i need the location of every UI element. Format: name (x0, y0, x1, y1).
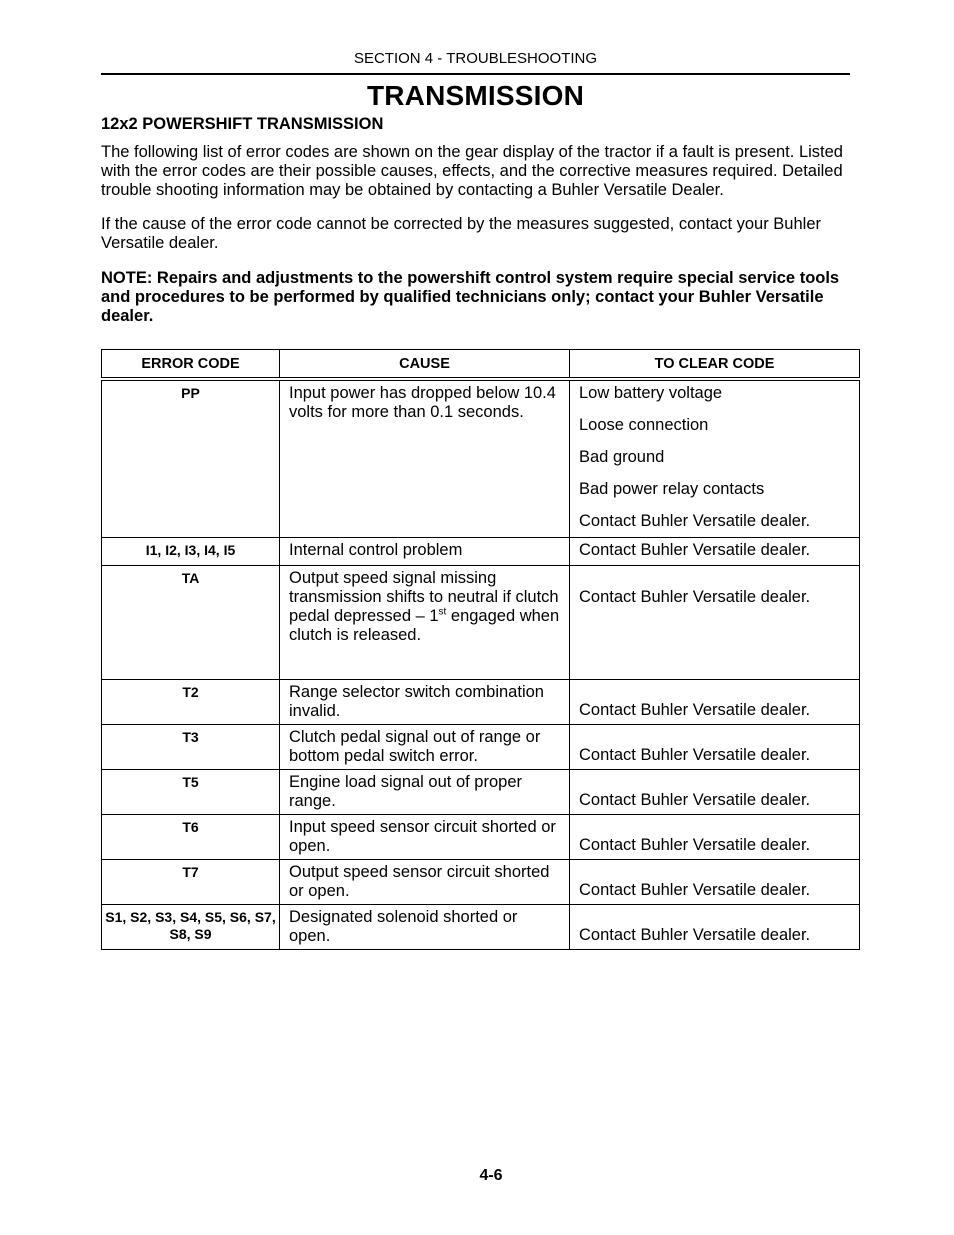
error-code-table (101, 349, 860, 950)
error-code-cell: I1, I2, I3, I4, I5 (102, 537, 280, 565)
clear-item: Bad power relay contacts (579, 480, 765, 498)
error-code-cell: T7 (102, 859, 280, 904)
header-to-clear-code: TO CLEAR CODE (570, 350, 860, 380)
clear-cell (570, 379, 860, 537)
table-row (102, 724, 860, 769)
clear-item: Loose connection (579, 416, 709, 434)
contact-paragraph: If the cause of the error code cannot be corrected by the measures suggested, contact your Buhler Versatile dealer. (101, 215, 821, 252)
cause-cell: Output speed sensor circuit shorted or open. (280, 859, 570, 904)
cause-cell: Input power has dropped below 10.4 volts for more than 0.1 seconds. (280, 379, 570, 537)
ordinal-superscript: st (438, 606, 447, 617)
cause-cell: Designated solenoid shorted or open. (280, 904, 570, 949)
cause-cell (280, 565, 570, 679)
table-row (102, 565, 860, 679)
clear-cell: Contact Buhler Versatile dealer. (570, 859, 860, 904)
cause-text: Output speed signal missing transmission shifts to neutral if clutch pedal depressed – 1 (289, 568, 559, 625)
table-row (102, 769, 860, 814)
page-title: TRANSMISSION (366, 80, 585, 111)
cause-cell: Internal control problem (280, 537, 570, 565)
page-number: 4-6 (479, 1167, 503, 1184)
table-row (102, 859, 860, 904)
error-code-cell: S1, S2, S3, S4, S5, S6, S7, S8, S9 (102, 904, 280, 949)
table-row (102, 679, 860, 724)
intro-paragraph: The following list of error codes are shown on the gear display of the tractor if a fault is present. Listed with the error codes are their possible causes, effects, and the corrective measures required. Detailed trouble shooting information may be obtained by contacting a Buhler Versatile Dealer. (101, 143, 843, 199)
subsection-title: 12x2 POWERSHIFT TRANSMISSION (101, 115, 384, 133)
cause-cell: Input speed sensor circuit shorted or open. (280, 814, 570, 859)
clear-item: Low battery voltage (579, 384, 723, 402)
table-row (102, 379, 860, 537)
error-code-cell: T3 (102, 724, 280, 769)
error-code-cell: T6 (102, 814, 280, 859)
clear-cell: Contact Buhler Versatile dealer. (570, 537, 860, 565)
header-cause: CAUSE (280, 350, 570, 380)
table-row (102, 904, 860, 949)
note-paragraph: NOTE: Repairs and adjustments to the powershift control system require special service tools and procedures to be performed by qualified technicians only; contact your Buhler Versatile dealer. (101, 269, 840, 325)
header-rule (101, 73, 850, 75)
clear-cell: Contact Buhler Versatile dealer. (570, 679, 860, 724)
clear-item: Bad ground (579, 448, 665, 466)
clear-item: Contact Buhler Versatile dealer. (579, 512, 811, 530)
cause-text-continued: engaged when clutch is released. (289, 606, 560, 644)
cause-cell: Clutch pedal signal out of range or bottom pedal switch error. (280, 724, 570, 769)
error-code-cell: TA (102, 565, 280, 679)
section-header: SECTION 4 - TROUBLESHOOTING (353, 50, 598, 67)
header-error-code: ERROR CODE (102, 350, 280, 380)
cause-cell: Range selector switch combination invalid. (280, 679, 570, 724)
table-header-row (102, 350, 860, 380)
clear-cell: Contact Buhler Versatile dealer. (570, 724, 860, 769)
error-code-cell: T2 (102, 679, 280, 724)
clear-cell: Contact Buhler Versatile dealer. (570, 904, 860, 949)
clear-cell: Contact Buhler Versatile dealer. (570, 814, 860, 859)
error-code-cell: PP (102, 379, 280, 537)
error-code-cell: T5 (102, 769, 280, 814)
clear-cell: Contact Buhler Versatile dealer. (570, 769, 860, 814)
clear-cell: Contact Buhler Versatile dealer. (570, 565, 860, 679)
table-row (102, 537, 860, 565)
table-row (102, 814, 860, 859)
cause-cell: Engine load signal out of proper range. (280, 769, 570, 814)
